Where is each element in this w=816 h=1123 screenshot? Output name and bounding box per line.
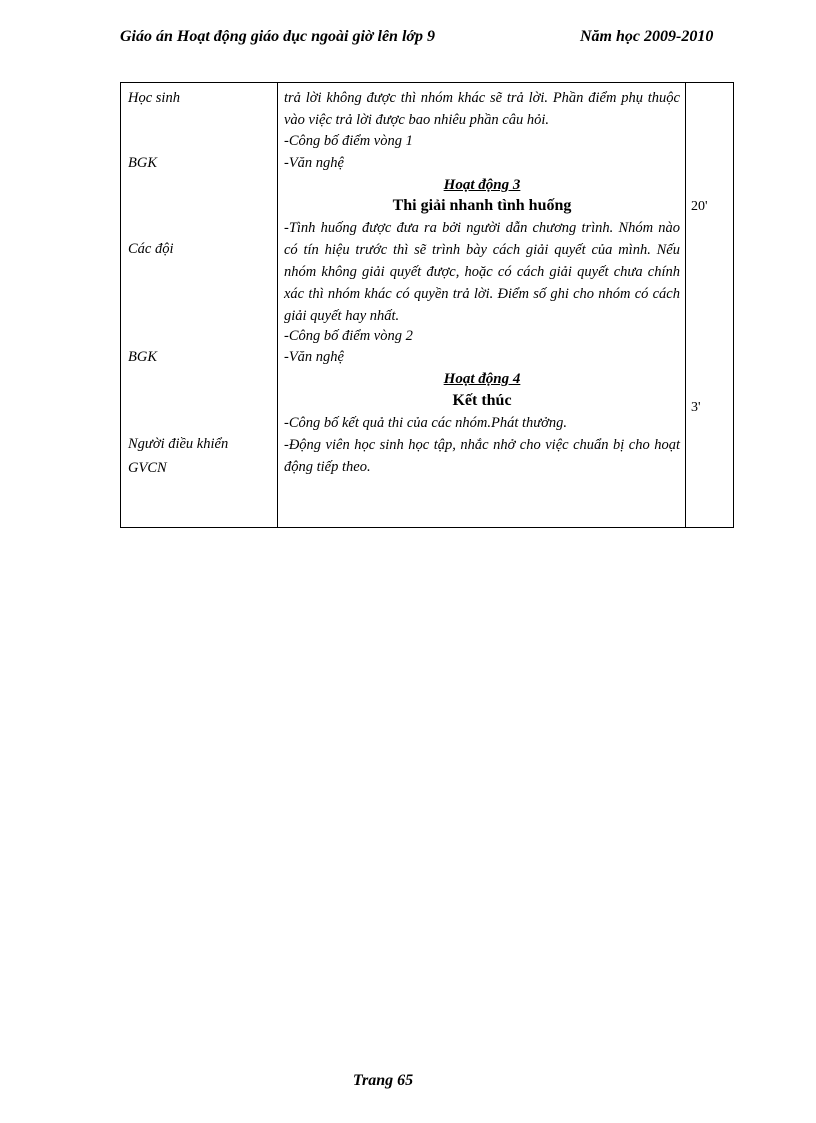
score-round-1: -Công bố điểm vòng 1 <box>284 133 413 149</box>
music-1: -Văn nghệ <box>284 155 344 171</box>
role-bgk: BGK <box>128 349 157 365</box>
activity-4-subtitle: Kết thúc <box>452 392 512 409</box>
time-activity-3: 20' <box>691 199 708 214</box>
activity-table <box>120 82 734 528</box>
activity-4-title: Hoạt động 4 <box>443 371 521 387</box>
page-footer <box>0 1072 766 1090</box>
column-divider <box>277 83 278 527</box>
page-header <box>120 28 720 52</box>
header-lesson-title: Giáo án Hoạt động giáo dục ngoài giờ lên lớp 9 <box>120 28 435 45</box>
role-gvcn: GVCN <box>128 460 167 476</box>
role-cac-doi: Các đội <box>128 241 174 257</box>
activity-3-title: Hoạt động 3 <box>443 177 521 193</box>
activity-3-subtitle: Thi giải nhanh tình huống <box>392 197 572 214</box>
role-nguoi-dieu-khien: Người điều khiển <box>128 436 229 452</box>
music-2: -Văn nghệ <box>284 349 344 365</box>
role-hoc-sinh: Học sinh <box>128 90 180 106</box>
score-round-2: -Công bố điểm vòng 2 <box>284 328 413 344</box>
footer-label: Trang <box>352 1072 394 1089</box>
activity-4-encourage: -Động viên học sinh học tập, nhắc nhở cho việc chuẩn bị cho hoạt động tiếp theo. <box>284 437 680 475</box>
page-number: 65 <box>397 1072 414 1089</box>
role-bgk: BGK <box>128 155 157 171</box>
intro-text: trả lời không được thì nhóm khác sẽ trả lời. Phần điểm phụ thuộc vào việc trả lời được bao nhiêu phần câu hỏi. <box>284 90 680 128</box>
activity-4-result: -Công bố kết quả thi của các nhóm.Phát thưởng. <box>284 415 568 431</box>
column-divider <box>685 83 686 527</box>
time-activity-4: 3' <box>691 400 701 415</box>
header-school-year: Năm học 2009-2010 <box>580 28 714 45</box>
activity-3-body: -Tình huống được đưa ra bởi người dẫn chương trình. Nhóm nào có tín hiệu trước thì sẽ trình bày cách giải quyết của mình. Nếu nhóm không giải quyết được, hoặc có cách giải quyết chưa chính xác thì nhóm khác có quyền trả lời. Điểm số ghi cho nhóm có cách giải quyết hay nhất. <box>284 220 680 324</box>
